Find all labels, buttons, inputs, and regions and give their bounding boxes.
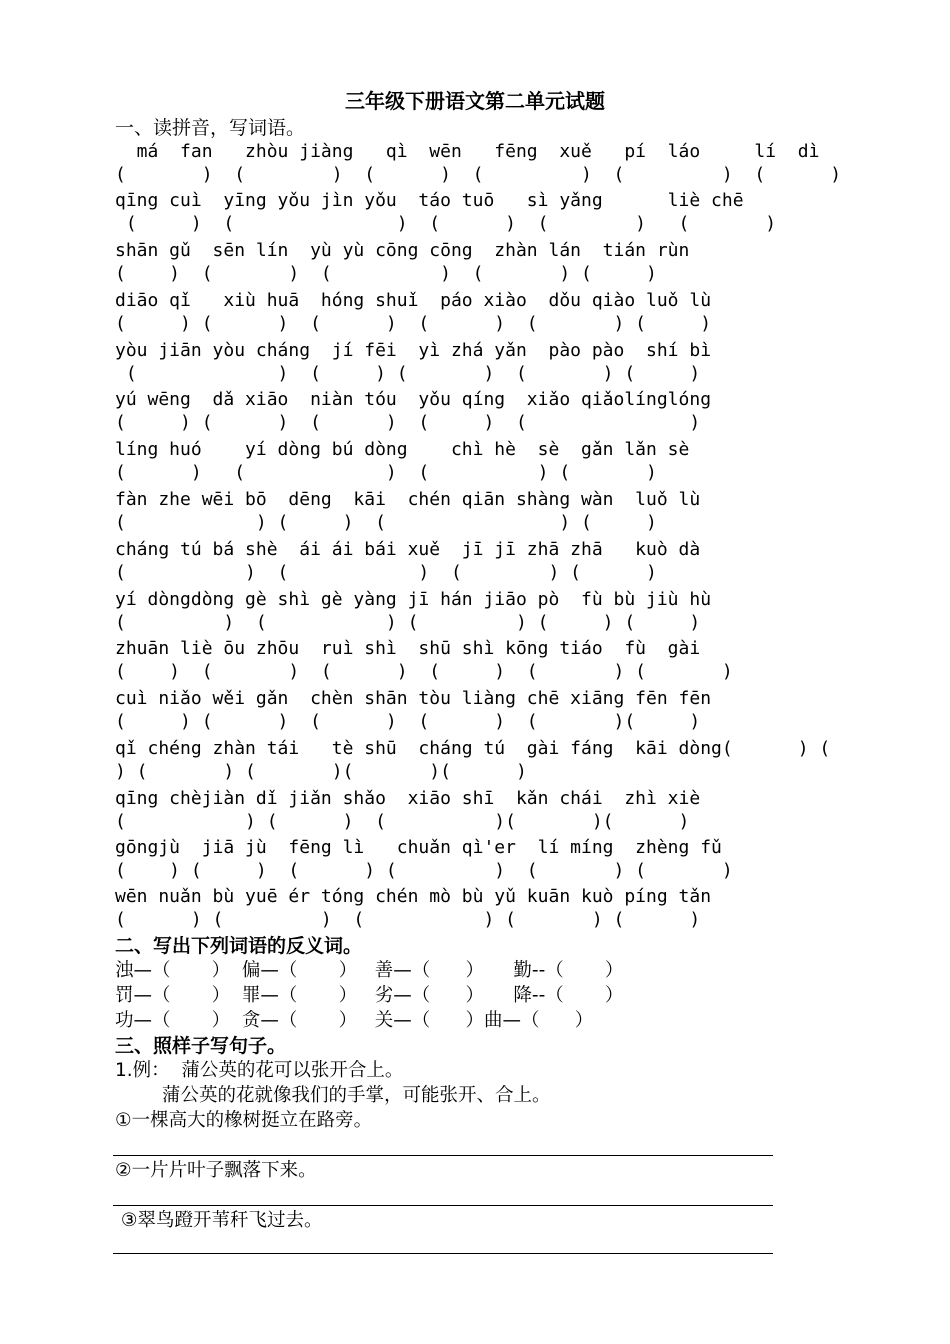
answer-blanks-7[interactable]: ( ) ( ) ( ) ( ) — [115, 462, 657, 483]
antonym-row-1[interactable]: 浊—（ ） 偏—（ ） 善—（ ） 勤--（ ） — [115, 960, 624, 981]
answer-blanks-15[interactable]: ( ) ( ) ( ) ( ) ( ) ( ) — [115, 860, 733, 881]
answer-blanks-16[interactable]: ( ) ( ) ( ) ( ) ( ) — [115, 909, 701, 930]
answer-blanks-10[interactable]: ( ) ( ) ( ) ( ) ( ) — [115, 612, 701, 633]
pinyin-row-2: qīng cuì yīng yǒu jìn yǒu táo tuō sì yǎng liè chē — [115, 190, 744, 211]
worksheet-title: 三年级下册语文第二单元试题 — [345, 89, 605, 113]
pinyin-row-13: qǐ chéng zhàn tái tè shū cháng tú gài fáng kāi dòng( ) ( — [115, 738, 831, 759]
answer-line-1[interactable] — [113, 1155, 773, 1156]
answer-blanks-12[interactable]: ( ) ( ) ( ) ( ) ( )( ) — [115, 711, 701, 732]
antonym-row-3[interactable]: 功—（ ） 贪—（ ） 关—（ ）曲—（ ） — [115, 1010, 594, 1031]
pinyin-row-6: yú wēng dǎ xiāo niàn tóu yǒu qíng xiǎo qiǎolínglóng — [115, 389, 712, 410]
antonym-row-2[interactable]: 罚—（ ） 罪—（ ） 劣—（ ） 降--（ ） — [115, 985, 624, 1006]
answer-blanks-1[interactable]: ( ) ( ) ( ) ( ) ( ) ( ) — [115, 164, 842, 185]
pinyin-row-15: gōngjù jiā jù fēng lì chuǎn qì'er lí míng zhèng fǔ — [115, 837, 722, 858]
answer-blanks-3[interactable]: ( ) ( ) ( ) ( ) ( ) — [115, 263, 657, 284]
exercise-item-2: ②一片片叶子飘落下来。 — [115, 1160, 317, 1181]
pinyin-row-4: diāo qǐ xiù huā hóng shuǐ páo xiào dǒu qiào luǒ lù — [115, 290, 712, 311]
section3-heading: 三、照样子写句子。 — [115, 1035, 287, 1057]
section1-heading: 一、读拼音，写词语。 — [115, 117, 306, 139]
example-sentence: 1.例： 蒲公英的花可以张开合上。 — [115, 1060, 404, 1081]
answer-line-3[interactable] — [113, 1253, 773, 1254]
answer-blanks-5[interactable]: ( ) ( ) ( ) ( ) ( ) — [115, 363, 701, 384]
answer-blanks-13[interactable]: ) ( ) ( )( )( ) — [115, 761, 527, 782]
example-answer: 蒲公英的花就像我们的手掌，可能张开、合上。 — [162, 1085, 551, 1106]
exercise-item-1: ①一棵高大的橡树挺立在路旁。 — [115, 1110, 373, 1131]
pinyin-row-5: yòu jiān yòu cháng jí fēi yì zhá yǎn pào pào shí bì — [115, 340, 712, 361]
answer-blanks-9[interactable]: ( ) ( ) ( ) ( ) — [115, 562, 657, 583]
pinyin-row-8: fàn zhe wēi bō dēng kāi chén qiān shàng wàn luǒ lù — [115, 489, 701, 510]
pinyin-row-12: cuì niǎo wěi gǎn chèn shān tòu liàng chē xiāng fēn fēn — [115, 688, 712, 709]
pinyin-row-3: shān gǔ sēn lín yù yù cōng cōng zhàn lán tián rùn — [115, 240, 690, 261]
answer-blanks-14[interactable]: ( ) ( ) ( )( )( ) — [115, 811, 690, 832]
pinyin-row-1: má fan zhòu jiàng qì wēn fēng xuě pí láo lí dì — [115, 141, 820, 162]
pinyin-row-16: wēn nuǎn bù yuē ér tóng chén mò bù yǔ kuān kuò píng tǎn — [115, 886, 712, 907]
pinyin-row-14: qīng chèjiàn dǐ jiǎn shǎo xiāo shī kǎn chái zhì xiè — [115, 788, 701, 809]
pinyin-row-10: yí dòngdòng gè shì gè yàng jī hán jiāo pò fù bù jiù hù — [115, 589, 712, 610]
answer-blanks-6[interactable]: ( ) ( ) ( ) ( ) ( ) — [115, 412, 701, 433]
pinyin-row-11: zhuān liè ōu zhōu ruì shì shū shì kōng tiáo fù gài — [115, 638, 701, 659]
pinyin-row-9: cháng tú bá shè ái ái bái xuě jī jī zhā zhā kuò dà — [115, 539, 701, 560]
answer-blanks-8[interactable]: ( ) ( ) ( ) ( ) — [115, 512, 657, 533]
answer-blanks-4[interactable]: ( ) ( ) ( ) ( ) ( ) ( ) — [115, 313, 712, 334]
section2-heading: 二、写出下列词语的反义词。 — [115, 935, 363, 957]
exercise-item-3: ③翠鸟蹬开苇秆飞过去。 — [115, 1210, 323, 1231]
pinyin-row-7: líng huó yí dòng bú dòng chì hè sè gǎn lǎn sè — [115, 439, 690, 460]
answer-line-2[interactable] — [113, 1205, 773, 1206]
answer-blanks-11[interactable]: ( ) ( ) ( ) ( ) ( ) ( ) — [115, 661, 733, 682]
answer-blanks-2[interactable]: ( ) ( ) ( ) ( ) ( ) — [115, 213, 777, 234]
